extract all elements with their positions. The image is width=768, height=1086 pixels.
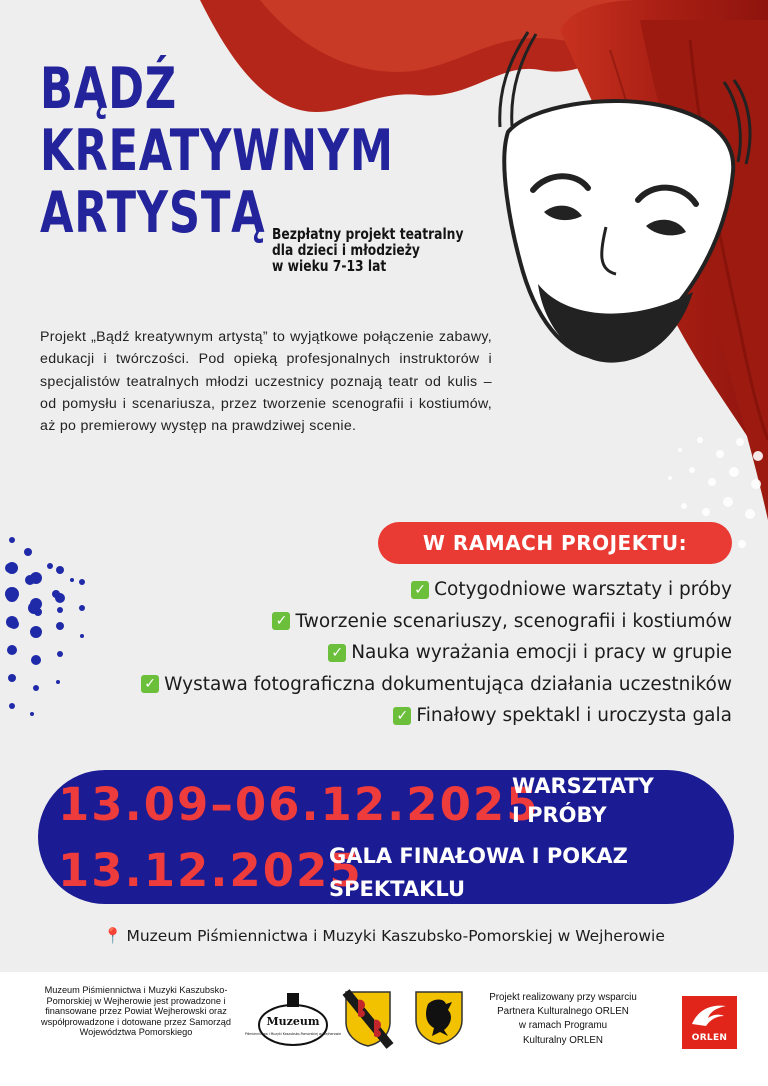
muzeum-logo-title: Muzeum: [266, 1015, 320, 1028]
gala-label-line-1: GALA FINAŁOWA I POKAZ: [329, 844, 628, 868]
features-list: [141, 574, 732, 732]
orlen-eagle-icon: [690, 1002, 728, 1028]
subtitle-line-2: dla dzieci i młodzieży: [272, 241, 420, 259]
subtitle-line-3: w wieku 7-13 lat: [272, 257, 387, 275]
section-heading-pill: W RAMACH PROJEKTU:: [378, 522, 732, 564]
sponsor-note-line-4: Kulturalny ORLEN: [522, 1034, 604, 1046]
feature-item: [141, 606, 732, 638]
headline-line-3: ARTYSTĄ: [40, 180, 266, 246]
check-icon: ✓: [141, 675, 159, 693]
headline-line-2: KREATYWNYM: [40, 118, 394, 184]
location-pin-icon: 📍: [103, 927, 123, 945]
check-icon: ✓: [411, 581, 429, 599]
muzeum-logo-sub: Piśmiennictwa i Muzyki Kaszubsko-Pomorskiej w Wejherowie: [244, 1032, 342, 1036]
muzeum-logo: [244, 991, 342, 1047]
wejherowo-county-crest-icon: [344, 990, 392, 1048]
check-icon: ✓: [328, 644, 346, 662]
orlen-logo-text: ORLEN: [691, 1033, 728, 1043]
feature-item: [141, 574, 732, 606]
comedy-mask-illustration: [488, 22, 758, 372]
sponsor-note-line-2: Partnera Kulturalnego ORLEN: [497, 1006, 629, 1018]
sponsor-note-line-1: Projekt realizowany przy wsparciu: [489, 992, 637, 1003]
feature-text: Nauka wyrażania emocji i pracy w grupie: [351, 642, 732, 663]
subtitle: [272, 226, 463, 274]
feature-item: [141, 669, 732, 701]
gala-label-line-2: SPEKTAKLU: [329, 877, 466, 901]
check-icon: ✓: [393, 707, 411, 725]
feature-text: Finałowy spektakl i uroczysta gala: [416, 705, 732, 726]
halftone-dots-left: [0, 560, 110, 740]
sponsor-note: [470, 991, 656, 1048]
workshop-dates: 13.09–06.12.2025: [58, 778, 540, 831]
workshop-label-line-1: WARSZTATY: [512, 774, 654, 798]
feature-text: Cotygodniowe warsztaty i próby: [434, 579, 732, 600]
gala-label: [329, 840, 628, 906]
workshop-label-line-2: I PRÓBY: [512, 803, 607, 827]
check-icon: ✓: [272, 612, 290, 630]
feature-text: Wystawa fotograficzna dokumentująca działania uczestników: [164, 673, 732, 695]
feature-item: [141, 637, 732, 669]
pomorskie-griffin-crest-icon: [414, 990, 464, 1046]
footer-funding-note: Muzeum Piśmiennictwa i Muzyki Kaszubsko-Pomorskiej w Wejherowie jest prowadzone i finansowane przez Powiat Wejherowski oraz współprowadzone i dotowane przez Samorząd Województwa Pomorskiego: [41, 985, 231, 1038]
sponsor-note-line-3: w ramach Programu: [518, 1020, 608, 1032]
venue-line: [0, 927, 768, 945]
venue-text: Muzeum Piśmiennictwa i Muzyki Kaszubsko-Pomorskiej w Wejherowie: [126, 927, 665, 945]
workshop-label: [512, 772, 654, 830]
orlen-logo: [682, 996, 737, 1049]
feature-text: Tworzenie scenariuszy, scenografii i kostiumów: [295, 610, 732, 632]
feature-item: [141, 700, 732, 732]
intro-paragraph: Projekt „Bądź kreatywnym artystą” to wyjątkowe połączenie zabawy, edukacji i twórczości. Pod opieką profesjonalnych instruktorów i specjalistów teatralnych młodzi uczestnicy poznają teatr od kulis – od pomysłu i scenariusza, przez tworzenie scenografii i kostiumów, aż po premierowy występ na prawdziwej scenie.: [40, 329, 492, 435]
headline-line-1: BĄDŹ: [40, 56, 177, 122]
gala-date: 13.12.2025: [58, 844, 363, 897]
subtitle-line-1: Bezpłatny projekt teatralny: [272, 225, 464, 243]
